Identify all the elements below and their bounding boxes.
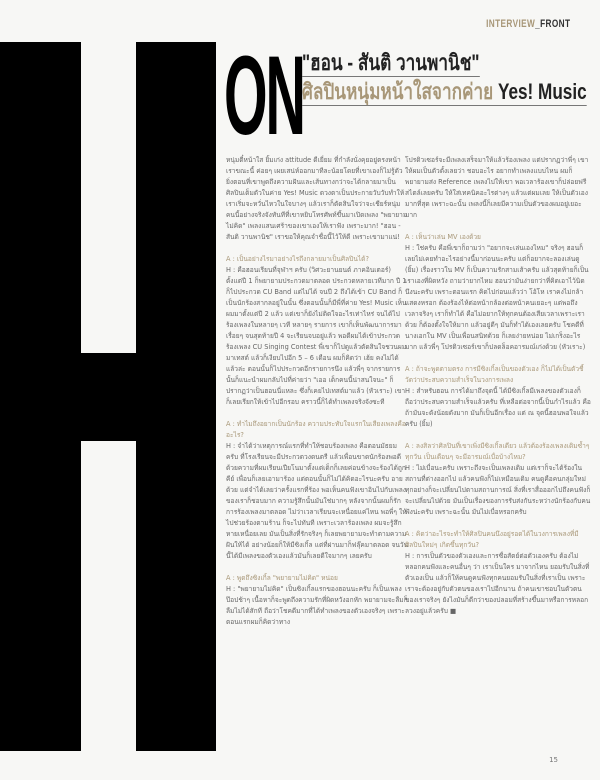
question: A : ถ้าจะพูดตามตรง การมีซิงเกิ้ลเป็นของตัวเอง ก็ไม่ได้เป็นตัวชี้วัดว่าประสบความสำเร็จในวงการเพลง [405,365,584,384]
headline [302,50,592,106]
answer: H : ใช่ครับ คือพี่เขาก็ถามว่า "อยากจะเล่นเองไหม" จริงๆ ฮอนก็เลยไม่เคยทำอะไรอย่างนี้มาก่อนนะครับ แต่ก็อยากจะลองเล่นดู (ยิ้ม) เรื่องราวใน MV ก็เป็นความรักสามเส้าครับ แล้วสุดท้ายก็เป็นเราเองที่ผิดหวัง ถามว่ายากไหม ฮอนว่ามันง่ายกว่าที่คิดเอาไว้นิดนึงนะครับ เพราะตอนแรก คิดไปก่อนแล้วว่า โอ้โห เราคงไม่กล้าแสดงหรอก ต้องร้องไห้ต่อหน้ากล้องต่อหน้าคนเยอะๆ แต่พอถึงเวลาจริงๆ เราก็ทำได้ คือไม่อยากให้ทุกคนต้องเสียเวลาเพราะเราด้วย ก็ต้องตั้งใจให้มาก แล้วอยู่ดีๆ มันก็ทำได้เองเลยครับ โชคดีที่นางเอกใน MV เป็นเพื่อนสนิทด้วย ก็เลยง่ายหน่อย ไม่เกร็งอะไรมาก แล้วพี่ๆ โปรดิวเซอร์เขาก็ปลดล็อคอารมณ์เก่งด้วย (หัวเราะ) [405,244,589,351]
qa-block [405,364,591,430]
question: A : เห็นว่าเล่น MV เองด้วย [405,233,481,241]
letter-h-right-stem [136,42,216,751]
qa-block [405,441,591,518]
decorative-letter-h [0,42,216,751]
answer: H : สำหรับฮอน การได้มาถึงจุดนี้ ได้มีซิงเกิ้ลมีเพลงของตัวเองก็ถือว่าประสบความสำเร็จแล้วครับ ที่เหลือต่อจากนี้เป็นกำไรแล้ว คือถ้ามันจะดังน้อยดังมาก มันก็เป็นอีกเรื่อง แต่ ณ จุดนี้ฮอนพอใจแล้วครับ (ยิ้ม) [405,387,591,428]
qa-block [405,232,591,353]
headline-subtitle-accent: ศิลปินหนุ่มหน้าใสจากค่าย [302,79,494,104]
section-tag [486,18,570,30]
answer: H : "พยายามไม่คิด" เป็นซิงเกิ้ลแรกของฮอนนะครับ ก็เป็นเพลงป๊อปช้าๆ เนื้อหาก็จะพูดถึงความรักที่ผิดหวังอกหัก พยายามจะลืมก็ลืมไม่ได้สักที ถือว่าโชคดีมากที่ได้ทำเพลงของตัวเองจริงๆ เพราะตอนแรกผมก็คิดว่าทาง [226,585,408,626]
answer: H : จำได้ว่าเหตุการณ์แรกที่ทำให้ชอบร้องเพลง คือตอนมัธยมครับ ที่โรงเรียนจะมีประกวดวงดนตรี แล้วเพื่อนขาดนักร้องพอดี ด้วยความที่ผมเรียนเปียโนมาตั้งแต่เด็กก็เลยค่อนข้างจะร้องได้ถูกคีย์ เพื่อนก็เลยเอามาร้อง แต่ตอนนั้นก็ไม่ได้คิดอะไรนะครับ อายด้วย แต่จำได้เลยว่าครั้งแรกที่ร้อง พอเห็นคนฟังเขาอินไปกับเพลงของเราก็ชอบมาก ความรู้สึกนั้นมันใช่มากๆ หลังจากนั้นผมก็รักการร้องเพลงมาตลอด ไม่ว่าเวลาเรียนจะเหนื่อยแค่ไหน พอพี่ๆ ให้ไปช่วยร้องตามร้าน ก็จะไปทันที เพราะเวลาร้องเพลง ผมจะรู้สึกหายเหนื่อยเลย มันเป็นสิ่งที่รักจริงๆ ก็เลยพยายามจะทำตามความฝันให้ได้ อย่างน้อยก็ให้มีซิงเกิ้ล แต่ที่ผ่านมาก็ฟลุ๊คมาตลอด จนวันนี้ได้มีเพลงของตัวเองแล้วมันก็เลยดีใจมากๆ เลยครับ [226,442,409,560]
qa-block [226,419,409,562]
section-tag-main: FRONT [539,18,570,30]
letter-h-left-stem [0,42,81,751]
decorative-letters-on: ON [224,33,304,158]
qa-block [226,254,409,408]
qa-block [405,529,591,617]
article-column-left [226,155,409,639]
answer: H : ไม่เบื่อนะครับ เพราะถึงจะเป็นเพลงเดิม แต่เราก็จะได้ร้องในสถานที่ต่างออกไป แล้วคนฟังก็ไม่เหมือนเดิม คนดูคือคนกลุ่มใหม่ ทุกอย่างก็จะเปลี่ยนไปตามสถานการณ์ สิ่งที่เราสื่อออกไปถึงคนฟังก็จะเปลี่ยนไปด้วย มันเป็นเรื่องของการรับส่งกันระหว่างนักร้องกับคนฟังน่ะครับ เพราะฉะนั้น มันไม่เบื่อหรอกครับ [405,464,591,516]
continuation-paragraph: โปรดิวเซอร์จะมีเพลงเสร็จมาให้แล้วร้องเพลง แต่ปรากฏว่าพี่ๆ เขาให้ผมเป็นตัวตั้งเลยว่า ชอบอะไร อยากทำเพลงแบบไหน ผมก็พยายามส่ง Reference เพลงไปให้เขา พอเวลาร้องเขาก็ปล่อยฟรีสไตล์เลยครับ ให้ใส่เทคนิคอะไรต่างๆ แล้วแต่ผมเลย ให้เป็นตัวเองมากที่สุด เพราะฉะนั้น เพลงนี้ก็เลยมีความเป็นตัวของผมอยู่เยอะมาก [405,156,589,219]
question: A : คิดว่าอะไรจะทำให้ศิลปินคนนึงอยู่รอดได้ในวงการเพลงที่มีศิลปินใหม่ๆ เกิดขึ้นทุกวัน? [405,530,579,549]
headline-subtitle [302,79,587,106]
section-tag-separator: _ [534,18,540,30]
question: A : เป็นอย่างไรมาอย่างไรถึงกลายมาเป็นศิลปินได้? [226,255,369,263]
qa-block [226,573,409,628]
question: A : ทำไมถึงอยากเป็นนักร้อง ความประทับใจแรกในเสียงเพลงคืออะไร? [226,420,406,439]
letter-h-crossbar [81,353,136,441]
headline-subtitle-label: Yes! Music [497,79,587,104]
question: A : ลงสิลว่าศิลปินที่เขาเพิ่งมีซิงเกิ้ลเดียว แล้วต้องร้องเพลงเดิมซ้ำๆ ทุกวัน เป็นเดือนๆ จะมีอารมณ์เบื่อบ้างไหม? [405,442,590,461]
article-column-right [405,155,591,628]
answer: H : การเป็นตัวของตัวเองและการซื่อสัตย์ต่อตัวเองครับ ต้องไม่หลอกคนฟังและคนอื่นๆ ว่า เราเป็นใคร มาจากไหน ยอมรับในสิ่งที่ตัวเองเป็น แล้วก็ให้คนดูคนฟังทุกคนยอมรับในสิ่งที่เราเป็น เพราะเราจะต้องอยู่กับตัวตนของเราไปอีกนาน ถ้าคนเขาชอบในตัวตนของเราจริงๆ ยังไงมันก็ดีกว่าของปลอมที่สร้างขึ้นมาหรือการหลอกลวงอยู่แล้วครับ ■ [405,552,590,615]
headline-name: "ฮอน - สันติ วานพานิช" [302,50,480,75]
intro-paragraph: หนุ่มตี๋หน้าใส ยิ้มเก่ง attitude ดีเยี่ยม ที่กำลังนั่งคุยอยู่ตรงหน้าเราขณะนี้ ค่อยๆ เผยเสน่ห์ออกมาทีละน้อยโดยที่เขาเองก็ไม่รู้ตัว ยิ่งตอนที่เขาพูดถึงความฝันและเส้นทางกว่าจะได้กลายมาเป็นศิลปินเต็มตัวในค่าย Yes! Music ดวงตาเป็นประกายวับวับทำให้เราเริ่มจะหวั่นไหวในใจบางๆ แล้วเราก็ตัดสินใจว่าจะเชียร์หนุ่มคนนี้อย่างจริงจังทันทีที่เขาหยิบโทรศัพท์ขึ้นมาเปิดเพลง "พยายามไม่คิด" เพลงแสนเศร้าของเขาเองให้เราฟัง เพราะมาก! "ฮอน - สันติ วานพานิช" เราขอให้คุณจำชื่อนี้ไว้ให้ดี เพราะเขามาแน่! [226,156,408,241]
section-tag-accent: INTERVIEW [485,18,535,30]
question: A : พูดถึงซิงเกิ้ล "พยายามไม่คิด" หน่อย [226,574,338,582]
page-number: 15 [549,756,558,764]
answer: H : คือฮอนเรียนที่จุฬาฯ ครับ (วิศวะยานยนต์ ภาคอินเตอร์) ตั้งแต่ปี 1 ก็พยายามประกวดมาตลอด ประกวดหลายเวทีมาก ปี 1 ก็ไปประกวด CU Band แต่ไม่ได้ จนปี 2 ถึงได้เข้า CU Band ก็เป็นนักร้องสากลอยู่ในนั้น ซึ่งตอนนั้นก็มีพี่ที่ค่าย Yes! Music เห็นผมมาตั้งแต่ปี 2 แล้ว แต่เขาก็ยังไม่ติดใจอะไรเท่าไหร่ จนได้ไปร้องเพลงในหลายๆ เวที หลายๆ รายการ เขาก็เห็นพัฒนาการมาเรื่อยๆ จนสุดท้ายปี 4 จะเรียนจบอยู่แล้ว พอดีผมได้เข้าประกวดร้องเพลง CU Singing Contest พี่เขาก็ไปดูแล้วตัดสินใจชวนผมมาเทสต์ แล้วก็เงียบไปอีก 5 – 6 เดือน ผมก็คิดว่า เฮ้ย คงไม่ได้แล้วล่ะ ตอนนั้นก็ไปประกวดอีกรายการนึง แล้วพี่ๆ จากรายการนั้นก็แนะนำผมกลับไปที่ค่ายว่า "เออ เด็กคนนี้น่าสนใจนะ" ก็ปรากฏว่าเป็นฮอนนี่แหละ ซึ่งก็เคยไปเทสต์มาแล้ว (หัวเราะ) เขาก็เลยเรียกให้เข้าไปอีกรอบ คราวนี้ก็ได้ทำเพลงจริงจังซะที [226,266,407,406]
